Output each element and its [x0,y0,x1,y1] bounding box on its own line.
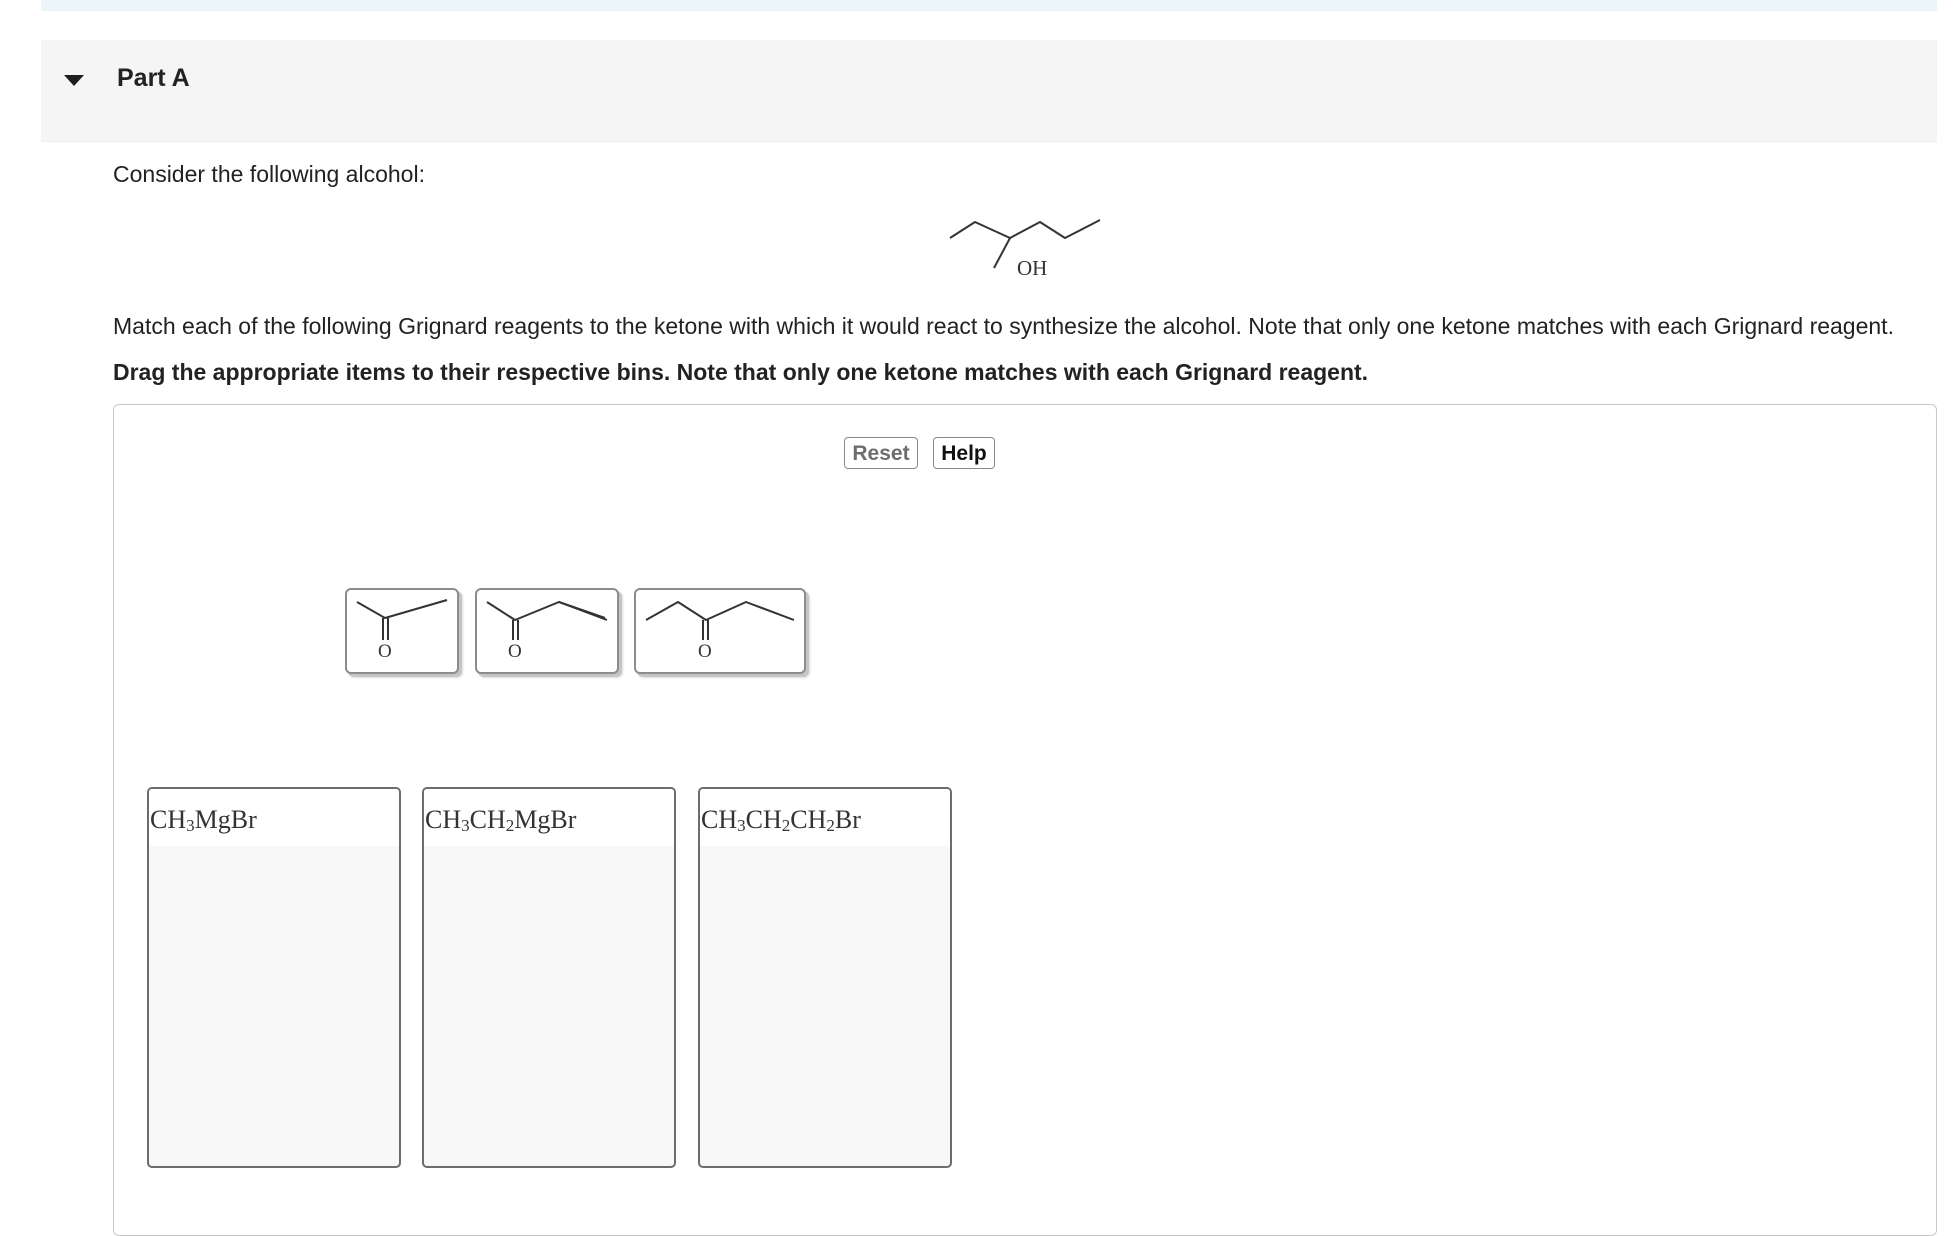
carbonyl-o-label: O [508,641,522,662]
carbonyl-o-label: O [378,641,392,662]
bin-ch3mgbr[interactable] [147,787,401,1168]
bin-ch3ch2ch2br[interactable] [698,787,952,1168]
bin-drop-zone[interactable] [149,846,399,1166]
alcohol-structure [945,210,1105,285]
part-title[interactable]: Part A [117,64,190,92]
bin-label: $CH_3CH_2CH_2Br$ [700,789,950,846]
carbonyl-o-label: O [698,641,712,662]
intro-text: Consider the following alcohol: [113,161,425,187]
reset-button[interactable]: Reset [844,437,918,469]
bin-drop-zone[interactable] [700,846,950,1166]
bin-label: $CH_3CH_2MgBr$ [424,789,674,846]
oh-label: OH [1017,256,1048,280]
bin-label: $CH_3MgBr$ [149,789,399,846]
bin-drop-zone[interactable] [424,846,674,1166]
ketone-tile-acetone[interactable] [345,588,459,674]
instructions-text: Match each of the following Grignard reagents to the ketone with which it would react to synthesize the alcohol. Note that only one ketone matches with each Grignard reagent. [113,313,1894,339]
ketone-tile-pentanone[interactable] [634,588,806,674]
butanone-structure [477,590,617,672]
top-strip [41,0,1937,11]
part-header[interactable] [41,40,1937,142]
collapse-triangle-icon[interactable] [64,75,84,86]
bin-ch3ch2mgbr[interactable] [422,787,676,1168]
ketone-tile-butanone[interactable] [475,588,619,674]
drag-instructions-text: Drag the appropriate items to their respective bins. Note that only one ketone matches with each Grignard reagent. [113,359,1369,385]
acetone-structure [347,590,457,672]
help-button[interactable]: Help [933,437,995,469]
pentanone-structure [636,590,804,672]
